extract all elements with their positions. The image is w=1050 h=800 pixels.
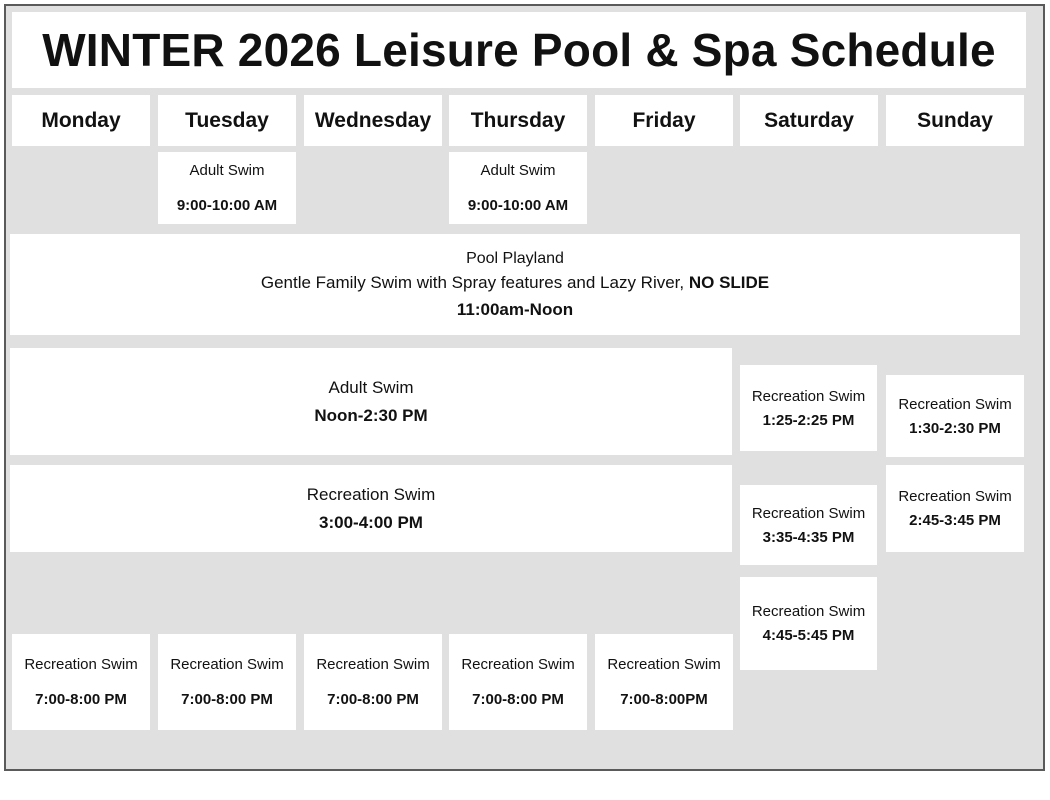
- day-header-tuesday: Tuesday: [158, 95, 296, 146]
- session-wednesday-evening-recreation: [304, 634, 442, 730]
- session-name: Recreation Swim: [461, 656, 575, 673]
- schedule-board: [4, 4, 1045, 771]
- session-time: 4:45-5:45 PM: [762, 627, 855, 644]
- session-sunday-recreation-2: [886, 465, 1024, 552]
- session-sunday-recreation-1: [886, 375, 1024, 457]
- session-name: Recreation Swim: [316, 656, 430, 673]
- session-saturday-recreation-2: [740, 485, 877, 565]
- session-time: 7:00-8:00 PM: [327, 691, 419, 708]
- session-weekday-adult-swim: [10, 348, 732, 455]
- session-time: 1:25-2:25 PM: [762, 411, 855, 429]
- session-time: 11:00am-Noon: [456, 299, 574, 319]
- session-time: 7:00-8:00PM: [620, 691, 708, 708]
- session-name: Recreation Swim: [898, 488, 1012, 505]
- session-weekday-recreation-swim: [10, 465, 732, 552]
- session-name: Recreation Swim: [898, 395, 1012, 413]
- day-header-saturday: Saturday: [740, 95, 878, 146]
- session-thursday-adult-swim: [449, 152, 587, 224]
- session-name: Adult Swim: [328, 377, 414, 397]
- session-name: Adult Swim: [480, 162, 556, 179]
- session-thursday-evening-recreation: [449, 634, 587, 730]
- session-time: 1:30-2:30 PM: [909, 419, 1001, 437]
- session-name: Recreation Swim: [306, 484, 436, 504]
- session-pool-playland: [10, 234, 1020, 335]
- session-name: Recreation Swim: [170, 656, 284, 673]
- description-text: Gentle Family Swim with Spray features and Lazy River,: [260, 272, 685, 292]
- session-time: 7:00-8:00 PM: [181, 691, 273, 708]
- session-name: Recreation Swim: [751, 603, 866, 620]
- session-time: 3:00-4:00 PM: [319, 512, 423, 532]
- day-header-thursday: Thursday: [449, 95, 587, 146]
- day-header-friday: Friday: [595, 95, 733, 146]
- session-time: 7:00-8:00 PM: [35, 691, 127, 708]
- description-emphasis: NO SLIDE: [688, 272, 770, 292]
- session-time: 7:00-8:00 PM: [472, 691, 564, 708]
- day-header-sunday: Sunday: [886, 95, 1024, 146]
- session-description: [261, 273, 769, 293]
- day-header-wednesday: Wednesday: [304, 95, 442, 146]
- session-time: Noon-2:30 PM: [314, 405, 428, 425]
- session-name: Adult Swim: [189, 162, 265, 179]
- session-friday-evening-recreation: [595, 634, 733, 730]
- schedule-title: WINTER 2026 Leisure Pool & Spa Schedule: [12, 12, 1026, 88]
- session-saturday-recreation-1: [740, 365, 877, 451]
- session-name: Recreation Swim: [751, 387, 866, 405]
- session-time: 3:35-4:35 PM: [762, 528, 855, 546]
- session-tuesday-adult-swim: [158, 152, 296, 224]
- session-name: Pool Playland: [466, 249, 564, 267]
- day-header-monday: Monday: [12, 95, 150, 146]
- session-monday-evening-recreation: [12, 634, 150, 730]
- session-name: Recreation Swim: [751, 504, 866, 522]
- session-saturday-recreation-3: [740, 577, 877, 670]
- session-name: Recreation Swim: [24, 656, 138, 673]
- session-tuesday-evening-recreation: [158, 634, 296, 730]
- session-name: Recreation Swim: [607, 656, 721, 673]
- session-time: 2:45-3:45 PM: [909, 512, 1001, 529]
- session-time: 9:00-10:00 AM: [467, 197, 569, 214]
- session-time: 9:00-10:00 AM: [176, 197, 278, 214]
